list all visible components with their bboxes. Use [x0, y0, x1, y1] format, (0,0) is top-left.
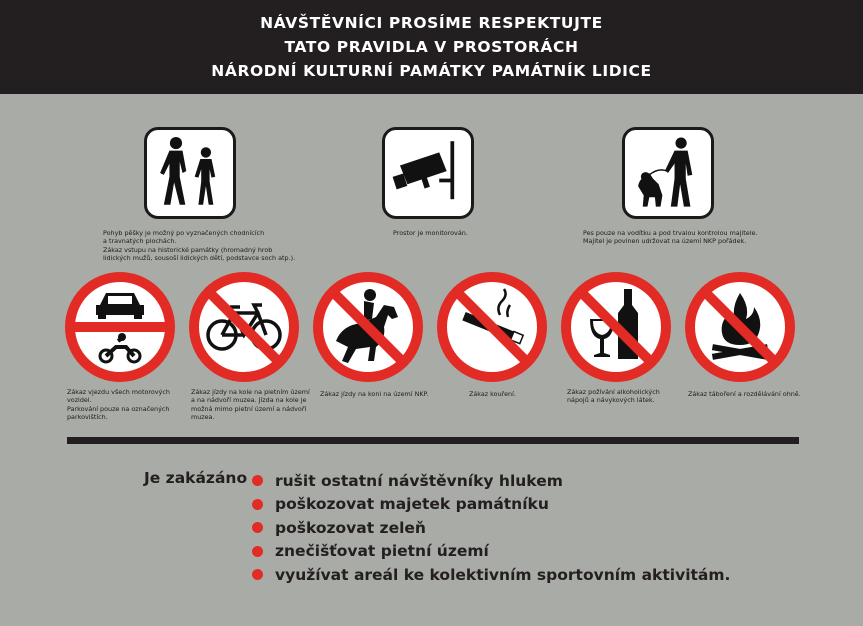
bullet-icon [252, 475, 263, 486]
header-line-1: NÁVŠTĚVNÍCI PROSÍME RESPEKTUJTE [260, 14, 603, 32]
prohibition-caption-4 [469, 390, 516, 398]
prohibition-caption-3 [320, 390, 428, 398]
no-motor-vehicles-icon [64, 271, 176, 383]
bullet-icon [252, 546, 263, 557]
header-line-3: NÁRODNÍ KULTURNÍ PAMÁTKY PAMÁTNÍK LIDICE [211, 62, 652, 80]
no-bicycles-icon [188, 271, 300, 383]
security-camera-icon [382, 127, 474, 219]
prohibition-caption-2 [191, 388, 310, 421]
info-caption-3 [583, 229, 757, 246]
caption-line: Prostor je monitorován. [393, 229, 468, 237]
caption-line: vozidel. [67, 396, 92, 405]
caption-line: Majitel je povinen udržovat na území NKP pořádek. [583, 237, 747, 246]
caption-line: a na nádvoří muzea. Jízda na kole je [191, 396, 307, 405]
prohibited-list [252, 469, 730, 587]
prohibition-caption-1 [67, 388, 170, 421]
list-item [252, 563, 730, 587]
prohibition-caption-6 [688, 390, 801, 398]
caption-line: Zákaz táboření a rozdělávání ohně. [688, 390, 801, 398]
caption-line: Zákaz jízdy na koni na území NKP. [320, 390, 429, 398]
list-item-text: poškozovat zeleň [275, 518, 426, 537]
info-caption-1 [103, 229, 295, 262]
list-item [252, 469, 730, 493]
dog-on-leash-icon [622, 127, 714, 219]
caption-line: nápojů a návykových látek. [567, 396, 655, 405]
caption-line: parkovištích. [67, 412, 108, 421]
no-fire-icon [684, 271, 796, 383]
prohibition-caption-5 [567, 388, 660, 405]
bullet-icon [252, 499, 263, 510]
divider [67, 437, 799, 444]
prohibited-lead: Je zakázáno [144, 469, 248, 487]
no-smoking-icon [436, 271, 548, 383]
caption-line: Zákaz kouření. [469, 390, 516, 398]
caption-line: Pes pouze na vodítku a pod trvalou kontrolou majitele. [583, 229, 758, 237]
list-item [252, 516, 730, 540]
bullet-icon [252, 569, 263, 580]
no-horse-riding-icon [312, 271, 424, 383]
info-caption-2 [393, 229, 468, 237]
caption-line: Zákaz vstupu na historické památky (hromadný hrob [103, 245, 273, 254]
bullet-icon [252, 522, 263, 533]
list-item-text: využívat areál ke kolektivním sportovním aktivitám. [275, 565, 731, 584]
no-alcohol-icon [560, 271, 672, 383]
caption-line: možná mimo pietní území a nádvoří [191, 404, 307, 413]
caption-line: muzea. [191, 412, 215, 421]
list-item [252, 540, 730, 564]
caption-line: Parkování pouze na označených [67, 404, 170, 413]
pedestrians-icon [144, 127, 236, 219]
header-banner [0, 0, 863, 94]
caption-line: Zákaz vjezdu všech motorových [67, 388, 170, 396]
caption-line: Zákaz jízdy na kole na pietním území [191, 388, 310, 396]
caption-line: lidických mužů, sousoší lidických dětí, podstavce soch atp.). [103, 253, 296, 262]
list-item [252, 493, 730, 517]
list-item-text: znečišťovat pietní území [275, 542, 489, 561]
list-item-text: poškozovat majetek památníku [275, 495, 549, 514]
caption-line: Zákaz požívání alkoholických [567, 388, 660, 396]
header-line-2: TATO PRAVIDLA V PROSTORÁCH [284, 38, 579, 56]
caption-line: a travnatých plochách. [103, 237, 177, 246]
list-item-text: rušit ostatní návštěvníky hlukem [275, 471, 563, 490]
caption-line: Pohyb pěšky je možný po vyznačených chodnících [103, 229, 265, 237]
